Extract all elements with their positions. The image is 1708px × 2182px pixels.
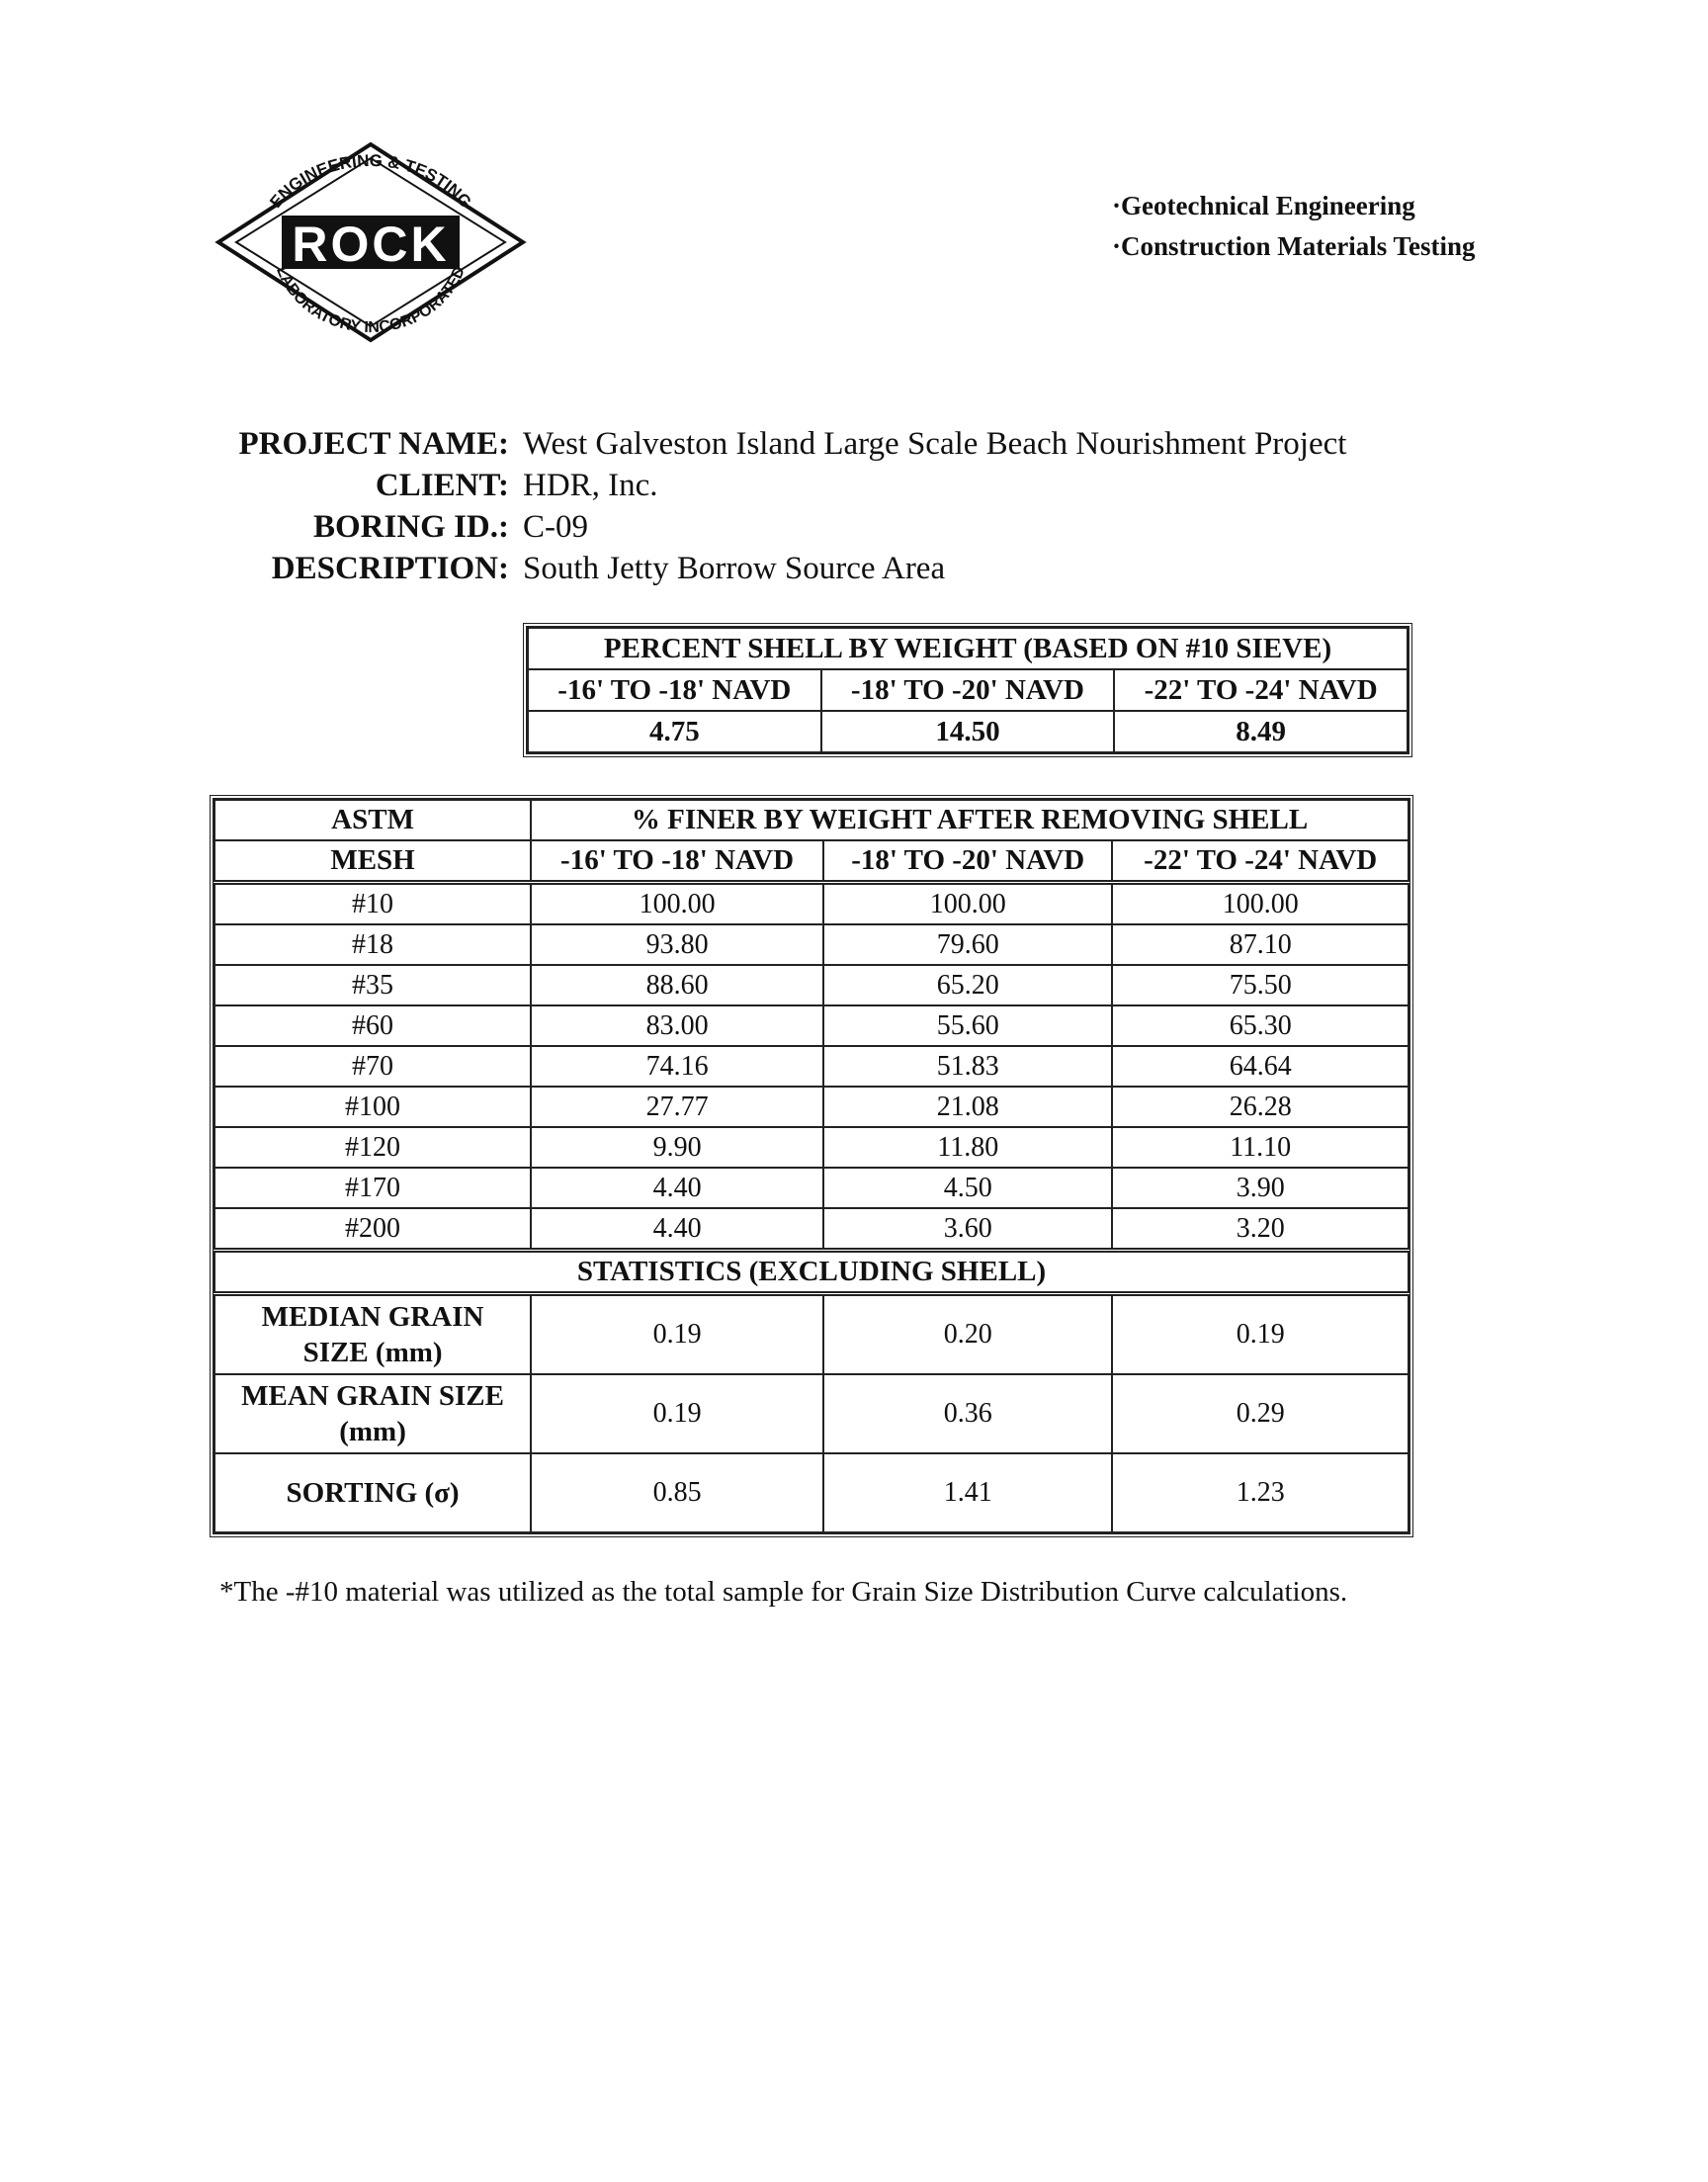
value-cell: 26.28 bbox=[1112, 1087, 1409, 1127]
mesh-cell: #120 bbox=[214, 1127, 531, 1168]
shell-table-title: PERCENT SHELL BY WEIGHT (BASED ON #10 SIEVE) bbox=[528, 628, 1408, 669]
stat-label-line: SORTING (σ) bbox=[286, 1477, 460, 1509]
stat-value: 0.19 bbox=[531, 1294, 823, 1375]
logo-top-text: ENGINEERING & TESTING bbox=[266, 150, 475, 212]
value-cell: 64.64 bbox=[1112, 1046, 1409, 1087]
value-cell: 51.83 bbox=[823, 1046, 1112, 1087]
table-row bbox=[214, 1127, 1409, 1168]
stat-label bbox=[214, 1294, 531, 1375]
mesh-cell: #18 bbox=[214, 924, 531, 965]
footnote: *The -#10 material was utilized as the total sample for Grain Size Distribution Curve calculations. bbox=[219, 1576, 1348, 1608]
stat-label-line: (mm) bbox=[339, 1416, 406, 1447]
value-cell: 79.60 bbox=[823, 924, 1112, 965]
stat-value: 0.29 bbox=[1112, 1374, 1409, 1453]
shell-header: -18' TO -20' NAVD bbox=[821, 669, 1115, 711]
mesh-header-top: ASTM bbox=[214, 800, 531, 840]
value-cell: 11.80 bbox=[823, 1127, 1112, 1168]
mesh-cell: #70 bbox=[214, 1046, 531, 1087]
mesh-cell: #60 bbox=[214, 1005, 531, 1046]
mesh-cell: #10 bbox=[214, 883, 531, 925]
value-cell: 100.00 bbox=[1112, 883, 1409, 925]
stats-row-median bbox=[214, 1294, 1409, 1375]
value-cell: 4.40 bbox=[531, 1168, 823, 1208]
value-cell: 3.60 bbox=[823, 1208, 1112, 1251]
info-label: DESCRIPTION: bbox=[271, 551, 509, 586]
service-item: · Geotechnical Engineering bbox=[1112, 186, 1476, 226]
info-value: West Galveston Island Large Scale Beach Nourishment Project bbox=[523, 426, 1347, 462]
shell-header: -22' TO -24' NAVD bbox=[1114, 669, 1408, 711]
info-label: PROJECT NAME: bbox=[238, 426, 509, 462]
shell-header: -16' TO -18' NAVD bbox=[528, 669, 821, 711]
project-name-row bbox=[227, 423, 1346, 465]
stat-label-line: MEAN GRAIN SIZE bbox=[241, 1380, 504, 1412]
stat-label bbox=[214, 1374, 531, 1453]
sieve-header: -16' TO -18' NAVD bbox=[531, 840, 823, 883]
stat-label bbox=[214, 1453, 531, 1532]
shell-value: 8.49 bbox=[1114, 711, 1408, 752]
table-row bbox=[214, 1005, 1409, 1046]
stats-row-sorting bbox=[214, 1453, 1409, 1532]
value-cell: 9.90 bbox=[531, 1127, 823, 1168]
value-cell: 87.10 bbox=[1112, 924, 1409, 965]
description-row bbox=[227, 548, 1346, 589]
stat-value: 1.41 bbox=[823, 1453, 1112, 1532]
value-cell: 100.00 bbox=[531, 883, 823, 925]
table-row bbox=[214, 1087, 1409, 1127]
info-value: South Jetty Borrow Source Area bbox=[523, 551, 946, 586]
value-cell: 65.20 bbox=[823, 965, 1112, 1005]
service-item: · Construction Materials Testing bbox=[1112, 226, 1476, 267]
table-row bbox=[214, 883, 1409, 925]
shell-value: 14.50 bbox=[821, 711, 1115, 752]
value-cell: 100.00 bbox=[823, 883, 1112, 925]
logo-main-text: ROCK bbox=[292, 217, 450, 272]
value-cell: 65.30 bbox=[1112, 1005, 1409, 1046]
stats-title: STATISTICS (EXCLUDING SHELL) bbox=[214, 1251, 1409, 1294]
sieve-table bbox=[210, 795, 1413, 1537]
value-cell: 27.77 bbox=[531, 1087, 823, 1127]
stat-value: 1.23 bbox=[1112, 1453, 1409, 1532]
table-row bbox=[214, 1046, 1409, 1087]
stat-value: 0.19 bbox=[1112, 1294, 1409, 1375]
mesh-header-bottom: MESH bbox=[214, 840, 531, 883]
sieve-header: -18' TO -20' NAVD bbox=[823, 840, 1112, 883]
value-cell: 88.60 bbox=[531, 965, 823, 1005]
table-row bbox=[214, 965, 1409, 1005]
mesh-cell: #170 bbox=[214, 1168, 531, 1208]
sieve-header: -22' TO -24' NAVD bbox=[1112, 840, 1409, 883]
value-cell: 4.50 bbox=[823, 1168, 1112, 1208]
value-cell: 75.50 bbox=[1112, 965, 1409, 1005]
info-value: C-09 bbox=[523, 509, 588, 545]
shell-value: 4.75 bbox=[528, 711, 821, 752]
table-row bbox=[214, 1168, 1409, 1208]
boring-id-row bbox=[227, 506, 1346, 548]
value-cell: 74.16 bbox=[531, 1046, 823, 1087]
table-row bbox=[214, 1208, 1409, 1251]
info-value: HDR, Inc. bbox=[523, 468, 658, 503]
project-info bbox=[227, 423, 1346, 589]
value-cell: 93.80 bbox=[531, 924, 823, 965]
value-cell: 3.20 bbox=[1112, 1208, 1409, 1251]
shell-table bbox=[523, 623, 1412, 757]
value-cell: 21.08 bbox=[823, 1087, 1112, 1127]
stat-value: 0.20 bbox=[823, 1294, 1112, 1375]
stats-row-mean bbox=[214, 1374, 1409, 1453]
value-cell: 83.00 bbox=[531, 1005, 823, 1046]
value-cell: 4.40 bbox=[531, 1208, 823, 1251]
value-cell: 55.60 bbox=[823, 1005, 1112, 1046]
stat-value: 0.85 bbox=[531, 1453, 823, 1532]
sieve-table-title: % FINER BY WEIGHT AFTER REMOVING SHELL bbox=[531, 800, 1409, 840]
stat-value: 0.19 bbox=[531, 1374, 823, 1453]
logo-bottom-text: LABORATORY INCORPORATED bbox=[273, 264, 470, 337]
value-cell: 11.10 bbox=[1112, 1127, 1409, 1168]
table-row bbox=[214, 924, 1409, 965]
services-list bbox=[1112, 186, 1476, 267]
mesh-cell: #35 bbox=[214, 965, 531, 1005]
stat-label-line: SIZE (mm) bbox=[302, 1337, 443, 1368]
client-row bbox=[227, 465, 1346, 506]
value-cell: 3.90 bbox=[1112, 1168, 1409, 1208]
mesh-cell: #200 bbox=[214, 1208, 531, 1251]
mesh-cell: #100 bbox=[214, 1087, 531, 1127]
stat-value: 0.36 bbox=[823, 1374, 1112, 1453]
info-label: BORING ID.: bbox=[312, 509, 509, 545]
info-label: CLIENT: bbox=[375, 468, 509, 503]
stat-label-line: MEDIAN GRAIN bbox=[261, 1301, 484, 1333]
rock-logo bbox=[213, 138, 529, 346]
